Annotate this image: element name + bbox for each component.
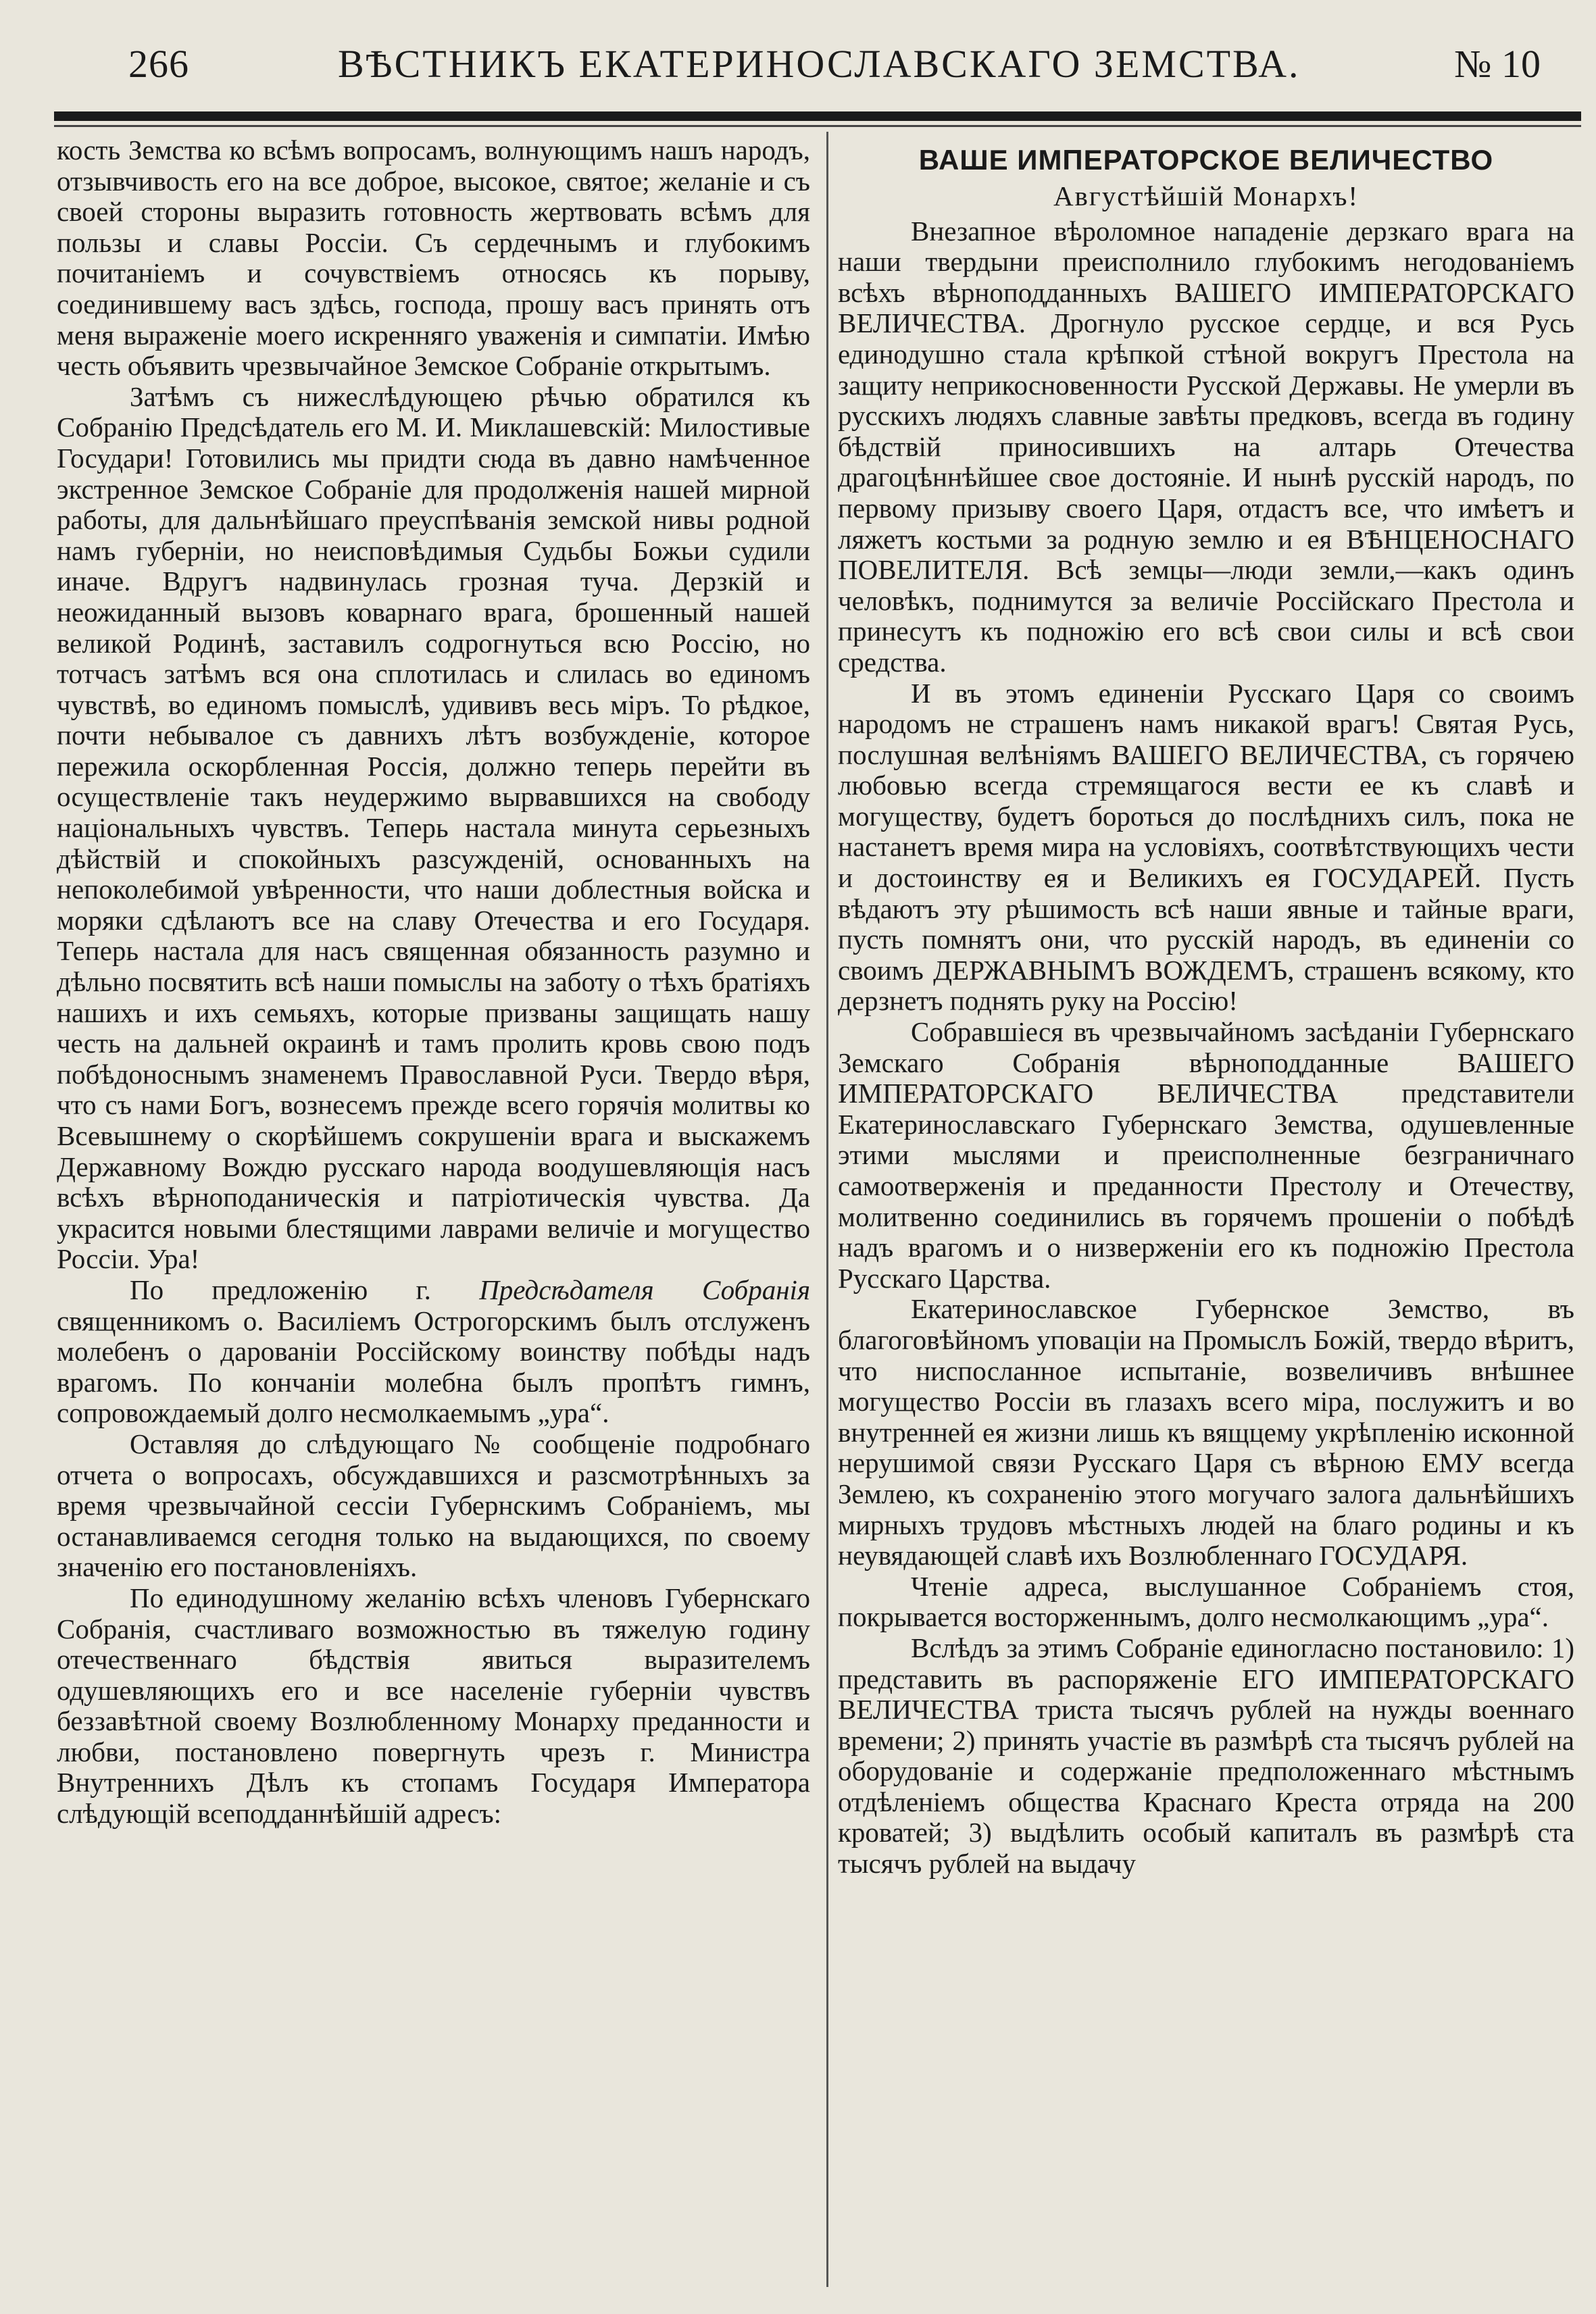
column-divider	[826, 132, 828, 2287]
paragraph	[57, 1275, 810, 1429]
paragraph: Вслѣдъ за этимъ Собраніе единогласно постановило: 1) представить въ распоряженіе ЕГО ИМПЕРАТОРСКАГО ВЕЛИЧЕСТВА триста тысячъ рублей на нужды военнаго времени; 2) принять участіе въ размѣрѣ ста тысячъ рублей на оборудованіе и содержаніе предположеннаго мѣстнымъ отдѣленіемъ общества Краснаго Креста отряда на 200 кроватей; 3) выдѣлить особый капиталъ въ размѣрѣ ста тысячъ рублей на выдачу	[838, 1632, 1574, 1880]
right-column	[838, 135, 1574, 2304]
journal-title: ВѢСТНИКЪ ЕКАТЕРИНОСЛАВСКАГО ЗЕМСТВА.	[338, 42, 1301, 86]
page-header	[128, 37, 1581, 84]
paragraph: По единодушному желанію всѣхъ членовъ Губернскаго Собранія, счастливаго возможностью въ тяжелую годину отечественнаго бѣдствія явиться выразителемъ одушевляющихъ его и все населеніе губерніи чувствъ беззавѣтной своему Возлюбленному Монарху преданности и любви, постановлено повергнуть чрезъ г. Министра Внутреннихъ Дѣлъ къ стопамъ Государя Императора слѣдующій всеподданнѣйшій адресъ:	[57, 1582, 810, 1830]
header-rule-thin	[54, 125, 1581, 127]
left-column	[57, 135, 810, 2304]
paragraph: Чтеніе адреса, выслушанное Собраніемъ стоя, покрывается восторженнымъ, долго несмолкающимъ „ура“.	[838, 1570, 1574, 1633]
paragraph: Собравшіеся въ чрезвычайномъ засѣданіи Губернскаго Земскаго Собранія вѣрноподданные ВАШЕГО ИМПЕРАТОРСКАГО ВЕЛИЧЕСТВА представители Екатеринославскаго Губернскаго Земства, одушевленные этими мыслями и преисполненные безграничнаго самоотверженія и преданности Престолу и Отечеству, молитвенно соединились въ горячемъ прошеніи о побѣдѣ надъ врагомъ и о низверженіи его къ подножію Престола Русскаго Царства.	[838, 1016, 1574, 1294]
address-salutation: Августѣйшій Монархъ!	[1053, 180, 1360, 211]
issue-number: № 10	[1454, 42, 1541, 86]
paragraph-lead: По предложенію г.	[130, 1274, 431, 1305]
paragraph: Внезапное вѣроломное нападеніе дерзкаго врага на наши твердыни преисполнило глубокимъ негодованіемъ всѣхъ вѣрноподданныхъ ВАШЕГО ИМПЕРАТОРСКАГО ВЕЛИЧЕСТВА. Дрогнуло русское сердце, и вся Русь единодушно стала крѣпкой стѣной вокругъ Престола на защиту неприкосновенности Русской Державы. Не умерли въ русскихъ людяхъ славные завѣты предковъ, всегда въ годину бѣдствій приносившихъ на алтарь Отечества драгоцѣннѣйшее свое достояніе. И нынѣ русскій народъ, по первому призыву своего Царя, отдастъ все, что имѣетъ и ляжетъ костьми за родную землю и ея ВѢНЦЕНОСНАГО ПОВЕЛИТЕЛЯ. Всѣ земцы—люди земли,—какъ одинъ человѣкъ, поднимутся за величіе Россійскаго Престола и принесутъ къ подножію его всѣ свои силы и всѣ свои средства.	[838, 215, 1574, 678]
header-rule-thick	[54, 111, 1581, 121]
paragraph-rest: священникомъ о. Василіемъ Острогорскимъ былъ отслуженъ молебенъ о дарованіи Россійскому воинству побѣды надъ врагомъ. По кончаніи молебна былъ пропѣтъ гимнъ, сопровождаемый долго несмолкаемымъ „ура“.	[57, 1305, 810, 1429]
paragraph: Екатеринославское Губернское Земство, въ благоговѣйномъ уповаціи на Промыслъ Божій, твердо вѣритъ, что ниспосланное испытаніе, возвеличивъ внѣшнее могущество Россіи въ глазахъ всего міра, послужитъ и во внутренней ея жизни лишь къ вящцему укрѣпленію исконной нерушимой связи Русскаго Царя съ вѣрною ЕМУ всегда Землею, къ сохраненію этого могучаго залога дальнѣйшихъ мирныхъ трудовъ мѣстныхъ людей на благо родины и къ неувядающей славѣ ихъ Возлюбленнаго ГОСУДАРЯ.	[838, 1293, 1574, 1571]
page-number: 266	[128, 42, 189, 86]
paragraph: Затѣмъ съ нижеслѣдующею рѣчью обратился къ Собранію Предсѣдатель его М. И. Миклашевскій: Милостивые Государи! Готовились мы придти сюда въ давно намѣченное экстренное Земское Собраніе для продолженія нашей мирной работы, для дальнѣйшаго преуспѣванія земской нивы родной намъ губерніи, но неисповѣдимыя Судьбы Божьи судили иначе. Вдругъ надвинулась грозная туча. Дерзкій и неожиданный вызовъ коварнаго врага, брошенный нашей великой Родинѣ, заставилъ содрогнуться всю Россію, но тотчасъ затѣмъ вся она сплотилась и слилась во единомъ чувствѣ, во единомъ помыслѣ, удививъ весь міръ. То рѣдкое, почти небывалое съ давнихъ лѣтъ возбужденіе, которое пережила оскорбленная Россія, должно теперь перейти въ осуществленіе такъ неудержимо вырвавшихся на свободу національныхъ чувствъ. Теперь настала минута серьезныхъ дѣйствій и спокойныхъ разсужденій, основанныхъ на непоколебимой увѣренности, что наши доблестныя войска и моряки сдѣлаютъ все на славу Отечества и его Государя. Теперь настала для насъ священная обязанность разумно и дѣльно посвятить всѣ наши помыслы на заботу о тѣхъ братіяхъ нашихъ и ихъ семьяхъ, которые призваны защищать нашу честь на дальней окраинѣ и тамъ пролить кровь свою подъ побѣдоноснымъ знаменемъ Православной Руси. Твердо вѣря, что съ нами Богъ, вознесемъ прежде всего горячія молитвы ко Всевышнему о скорѣйшемъ сокрушеніи врага и выскажемъ Державному Вождю русскаго народа воодушевляющія насъ всѣхъ вѣрноподаническія и патріотическія чувства. Да украсится новыми блестящими лаврами величіе и могущество Россіи. Ура!	[57, 380, 810, 1275]
paragraph: И въ этомъ единеніи Русскаго Царя со своимъ народомъ не страшенъ намъ никакой врагъ! Святая Русь, послушная велѣніямъ ВАШЕГО ВЕЛИЧЕСТВА, съ горячею любовью всегда стремящагося вести ее къ славѣ и могуществу, будетъ бороться до послѣднихъ силъ, пока не настанетъ время мира на условіяхъ, соотвѣтствующихъ чести и достоинству ея и Великихъ ея ГОСУДАРЕЙ. Пусть вѣдаютъ эту рѣшимость всѣ наши явные и тайные враги, пусть помнятъ они, что русскій народъ, въ единеніи со своимъ ДЕРЖАВНЫМЪ ВОЖДЕМЪ, страшенъ всякому, кто дерзнетъ поднять руку на Россію!	[838, 677, 1574, 1017]
italic-phrase: Предсѣдателя Собранія	[479, 1274, 810, 1305]
paragraph: Оставляя до слѣдующаго № сообщеніе подробнаго отчета о вопросахъ, обсуждавшихся и разсмотрѣнныхъ за время чрезвычайной сессіи Губернскимъ Собраніемъ, мы останавливаемся сегодня только на выдающихся, по своему значенію его постановленіяхъ.	[57, 1428, 810, 1583]
paragraph: кость Земства ко всѣмъ вопросамъ, волнующимъ нашъ народъ, отзывчивость его на все доброе, высокое, святое; желаніе и съ своей стороны выразить готовность жертвовать всѣмъ для пользы и славы Россіи. Съ сердечнымъ и глубокимъ почитаніемъ и сочувствіемъ относясь къ порыву, соединившему васъ здѣсь, господа, прошу васъ принять отъ меня выраженіе моего искренняго уваженія и симпатіи. Имѣю честь объявить чрезвычайное Земское Собраніе открытымъ.	[57, 135, 810, 382]
address-title: ВАШЕ ИМПЕРАТОРСКОЕ ВЕЛИЧЕСТВО	[918, 144, 1494, 176]
